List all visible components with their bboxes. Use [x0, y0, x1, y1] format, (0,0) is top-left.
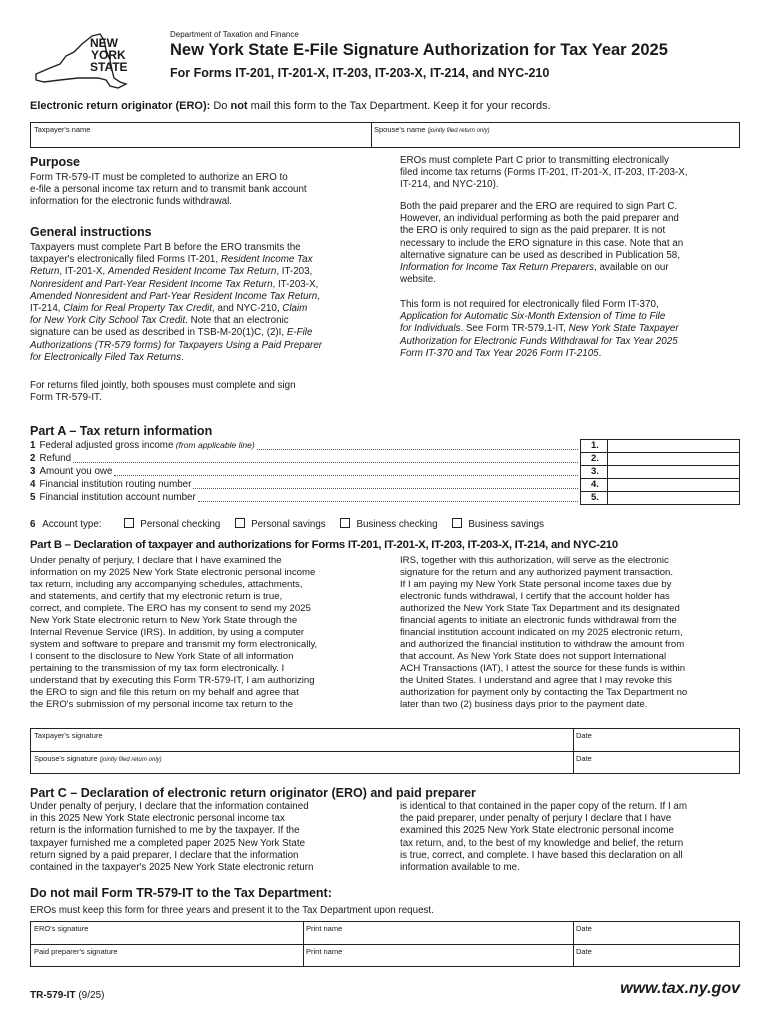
text-line: Both the paid preparer and the ERO are required to sign Part C. — [400, 201, 678, 212]
preparer-print-name-field[interactable] — [306, 947, 342, 956]
print-name-label: Print name — [306, 924, 343, 933]
joint-filing-text — [30, 380, 296, 404]
line-number: 1 — [30, 440, 36, 451]
text-line: Information for Income Tax Return Preparers, available on our — [400, 262, 669, 274]
part-a-input-1[interactable] — [580, 439, 740, 453]
ero-notice — [30, 100, 551, 112]
part-a-input-3[interactable] — [580, 465, 740, 479]
leader-dots — [73, 462, 578, 463]
text-line: understand that by executing this Form TR-579-IT, I am authorizing — [30, 675, 315, 686]
text-line: Nonresident and Part-Year Resident Income Tax Return, IT-203-X, — [30, 278, 319, 290]
form-id — [30, 990, 104, 1001]
text-line: for Individuals. See Form TR-579.1-IT, New York State Taxpayer — [400, 323, 679, 335]
text-line: return is the information furnished to me by the taxpayer. If the — [30, 825, 300, 837]
text-line: authorization for payment only by contacting the Tax Department no — [400, 687, 688, 698]
text-line: necessary to include the ERO signature in this case. Note that an — [400, 237, 684, 249]
text-line: and statements, and certify that my electronic return is true, — [30, 591, 283, 602]
spouse-date-field[interactable] — [576, 754, 592, 763]
part-a-input-2[interactable] — [580, 452, 740, 466]
taxpayer-signature-box — [30, 728, 740, 774]
part-a-line-1 — [30, 440, 255, 451]
logo-word-3: STATE — [90, 60, 128, 74]
text-line: taxpayer's electronically filed Forms IT-201, Resident Income Tax — [30, 254, 313, 266]
part-a-line-4 — [30, 479, 191, 490]
leader-dots — [193, 488, 578, 489]
date-label: Date — [576, 754, 592, 763]
form-number: TR-579-IT — [30, 990, 76, 1001]
text-line: Internal Revenue Service (IRS). In addition, by using a computer — [30, 627, 305, 638]
text-line: information on my 2025 New York State electronic personal income — [30, 567, 316, 578]
text-line: Form TR-579-IT must be completed to authorize an ERO to — [30, 172, 288, 183]
agency-name: Department of Taxation and Finance — [170, 30, 299, 39]
line-label: Financial institution routing number — [39, 479, 192, 490]
line-label: Financial institution account number — [39, 492, 196, 503]
line-number: 5 — [30, 492, 36, 503]
text-line: This form is not required for electronically filed Form IT-370, — [400, 299, 659, 310]
taxpayer-signature-label: Taxpayer's signature — [34, 731, 103, 740]
text-line: tax return, including any accompanying schedules, attachments, — [30, 579, 303, 590]
text-line: examined this 2025 New York State electronic personal income — [400, 825, 674, 837]
text-line: return signed by a paid preparer, I declare that the information — [30, 849, 299, 861]
text-line: Taxpayers must complete Part B before the ERO transmits the — [30, 242, 301, 253]
text-line: authorized the New York State Tax Department and its designated — [400, 603, 680, 614]
box-divider — [607, 479, 608, 491]
text-line: the ERO to sign and file this return on my behalf and agree that — [30, 687, 299, 698]
text-line: the paid preparer, under penalty of perjury I declare that I have — [400, 813, 672, 825]
date-label: Date — [576, 731, 592, 740]
text-line: alternative signature can be used as described in Publication 58, — [400, 249, 680, 261]
box-divider — [607, 466, 608, 478]
general-instructions-heading: General instructions — [30, 225, 152, 239]
checkbox[interactable] — [235, 518, 245, 528]
text-line: signature for the return and any authorized payment transaction. — [400, 567, 674, 578]
text-line: in this 2025 New York State electronic personal income tax — [30, 813, 285, 825]
text-line: taxpayer furnished me a completed paper 2025 New York State — [30, 837, 306, 849]
part-a-heading: Part A – Tax return information — [30, 424, 213, 438]
text-line: later than two (2) business days prior to the payment date. — [400, 699, 648, 710]
preparer-signature-box — [30, 921, 740, 967]
text-line: information for the electronic funds withdrawal. — [30, 196, 233, 208]
part-c-left-text — [30, 801, 313, 874]
ero-signature-label: ERO's signature — [34, 924, 89, 933]
spouse-signature-label: Spouse's signature — [34, 754, 98, 763]
text-line: website. — [400, 274, 436, 286]
box-divider — [607, 440, 608, 452]
text-line: e-file a personal income tax return and to transmit bank account — [30, 184, 307, 196]
nys-logo — [30, 30, 162, 92]
line-label: Refund — [39, 453, 72, 464]
preparer-signature-field[interactable] — [34, 947, 118, 956]
text-line: financial agents to initiate an electronic funds withdrawal from the — [400, 615, 677, 626]
part-a-line-3 — [30, 466, 112, 477]
box-number: 2. — [591, 453, 599, 464]
preparer-signature-label: Paid preparer's signature — [34, 947, 118, 956]
part-b-heading: Part B – Declaration of taxpayer and authorizations for Forms IT-201, IT-201-X, IT-203, IT-203-X, IT-214, and NYC-210 — [30, 539, 618, 551]
option-label: Business savings — [468, 519, 545, 530]
account-option-business-savings[interactable] — [452, 519, 544, 530]
box-number: 5. — [591, 492, 599, 503]
text-line: pertaining to the transmission of my tax form electronically. I — [30, 663, 285, 674]
box-number: 4. — [591, 479, 599, 490]
spouse-signature-field[interactable] — [34, 754, 162, 763]
text-line: IRS, together with this authorization, will serve as the electronic — [400, 555, 669, 566]
part-a-input-4[interactable] — [580, 478, 740, 492]
text-line: However, an individual performing as both the paid preparer and — [400, 213, 679, 225]
text-line: Return, IT-201-X, Amended Resident Income Tax Return, IT-203, — [30, 266, 313, 278]
text-line: Authorizations (TR-579 forms) for Taxpayers Using a Paid Preparer — [30, 339, 323, 351]
text-line: New York State electronic return to New York State through the — [30, 615, 298, 626]
taxpayer-date-field[interactable] — [576, 731, 592, 740]
do-not-mail-heading: Do not mail Form TR-579-IT to the Tax Department: — [30, 886, 332, 900]
logo-word-1: NEW — [90, 36, 118, 50]
text-line: signature can be used as described in TSB-M-20(1)C, (2)I, E-File — [30, 327, 313, 339]
part-a-line-5 — [30, 492, 196, 503]
box-number: 1. — [591, 440, 599, 451]
text-line: Form IT-370 and Tax Year 2026 Form IT-2105. — [400, 347, 602, 359]
text-line: Authorization for Electronic Funds Withdrawal for Tax Year 2025 — [400, 335, 678, 347]
text-line: ACH Transactions (IAT), I attest the source for these funds is within — [400, 663, 686, 674]
line-label: Federal adjusted gross income — [39, 440, 174, 451]
line-number: 3 — [30, 466, 36, 477]
purpose-text — [30, 172, 307, 209]
general-instructions-text — [30, 242, 322, 364]
part-b-left-text — [30, 555, 317, 711]
taxpayer-name-label: Taxpayer's name — [34, 125, 91, 134]
part-a-line-2 — [30, 453, 71, 464]
text-line: Form TR-579-IT. — [30, 392, 102, 404]
do-not-mail-text: EROs must keep this form for three years and present it to the Tax Department upon request. — [30, 905, 434, 916]
text-line: is true, correct, and complete. I have based this declaration on all — [400, 849, 683, 861]
account-type-row — [30, 518, 544, 530]
leader-dots — [257, 449, 578, 450]
spouse-name-field[interactable] — [374, 125, 490, 134]
option-label: Business checking — [356, 519, 438, 530]
ero-part-c-text — [400, 155, 687, 192]
spouse-signature-note: (jointly filed return only) — [99, 757, 162, 763]
line-number: 4 — [30, 479, 36, 490]
ero-notice-label: Electronic return originator (ERO): — [30, 100, 211, 112]
text-line: IT-214, Claim for Real Property Tax Credit, and NYC-210, Claim — [30, 303, 308, 315]
part-a-input-5[interactable] — [580, 491, 740, 505]
part-c-heading: Part C – Declaration of electronic return originator (ERO) and paid preparer — [30, 786, 476, 800]
text-line: and authorized the financial institution to withdraw the amount from — [400, 639, 685, 650]
account-type-label: Account type: — [42, 519, 102, 530]
text-line: contained in the taxpayer's 2025 New York State electronic return — [30, 862, 314, 874]
box-number: 3. — [591, 466, 599, 477]
option-label: Personal checking — [140, 519, 221, 530]
text-line: the ERO is only required to sign as the paid preparer. It is not — [400, 225, 666, 237]
leader-dots — [114, 475, 578, 476]
spouse-name-label: Spouse's name — [374, 125, 426, 134]
part-c-right-text — [400, 801, 687, 874]
box-divider — [607, 492, 608, 504]
form-subtitle: For Forms IT-201, IT-201-X, IT-203, IT-203-X, IT-214, and NYC-210 — [170, 66, 550, 80]
spouse-name-note: (jointly filed return only) — [427, 128, 490, 134]
it370-text — [400, 299, 679, 360]
text-line: I consent to the disclosure to New York State of all information — [30, 651, 294, 662]
text-line: financial institution account indicated on my 2025 electronic return, — [400, 627, 683, 638]
checkbox[interactable] — [124, 518, 134, 528]
text-line: Under penalty of perjury, I declare that I have examined the — [30, 555, 282, 566]
text-line: for Electronically Filed Tax Returns. — [30, 351, 184, 363]
part-b-right-text — [400, 555, 687, 711]
line-note: (from applicable line) — [173, 440, 255, 450]
text-line: Under penalty of perjury, I declare that the information contained — [30, 801, 309, 812]
ero-date-field[interactable] — [576, 924, 592, 933]
text-line: the United States. I understand and agree that I may revoke this — [400, 675, 672, 686]
checkbox[interactable] — [452, 518, 462, 528]
checkbox[interactable] — [340, 518, 350, 528]
account-option-personal-checking[interactable] — [124, 519, 220, 530]
date-label: Date — [576, 947, 592, 956]
date-label: Date — [576, 924, 592, 933]
ero-notice-text-1: Do — [210, 100, 231, 112]
line-label: Amount you owe — [39, 466, 113, 477]
text-line: electronic funds withdrawal, I certify that the account holder has — [400, 591, 670, 602]
text-line: system and software to prepare and transmit my form electronically, — [30, 639, 318, 650]
line-number: 6 — [30, 519, 36, 530]
ero-notice-text-2: mail this form to the Tax Department. Keep it for your records. — [247, 100, 551, 112]
text-line: EROs must complete Part C prior to transmitting electronically — [400, 155, 669, 166]
option-label: Personal savings — [251, 519, 326, 530]
purpose-heading: Purpose — [30, 155, 81, 169]
taxpayer-signature-field[interactable] — [34, 731, 103, 740]
text-line: Amended Nonresident and Part-Year Resident Income Tax Return, — [30, 290, 320, 302]
ero-signature-field[interactable] — [34, 924, 88, 933]
text-line: for New York City School Tax Credit. Note that an electronic — [30, 315, 289, 327]
account-option-personal-savings[interactable] — [235, 519, 326, 530]
text-line: is identical to that contained in the paper copy of the return. If I am — [400, 801, 687, 812]
text-line: IT-214, and NYC-210). — [400, 179, 499, 191]
text-line: filed income tax returns (Forms IT-201, IT-201-X, IT-203, IT-203-X, — [400, 167, 688, 179]
text-line: Application for Automatic Six-Month Extension of Time to File — [400, 311, 666, 323]
line-number: 2 — [30, 453, 36, 464]
taxpayer-name-field[interactable] — [34, 125, 90, 134]
text-line: that account. As New York State does not support International — [400, 651, 667, 662]
form-title: New York State E-File Signature Authorization for Tax Year 2025 — [170, 41, 668, 59]
preparer-date-field[interactable] — [576, 947, 592, 956]
website-link[interactable]: www.tax.ny.gov — [620, 980, 740, 997]
text-line: tax return, and, to the best of my knowledge and belief, the return — [400, 837, 684, 849]
box-divider — [607, 453, 608, 465]
names-box — [30, 122, 740, 148]
text-line: the ERO's submission of my personal income tax return to the — [30, 699, 294, 710]
ero-print-name-field[interactable] — [306, 924, 342, 933]
print-name-label: Print name — [306, 947, 343, 956]
text-line: If I am paying my New York State personal income taxes due by — [400, 579, 672, 590]
text-line: For returns filed jointly, both spouses must complete and sign — [30, 380, 296, 391]
text-line: correct, and complete. The ERO has my consent to send my 2025 — [30, 603, 311, 614]
logo-word-2: YORK — [91, 48, 126, 62]
text-line: information available to me. — [400, 862, 520, 874]
form-version: (9/25) — [75, 990, 105, 1001]
ero-notice-not: not — [230, 100, 248, 112]
preparer-sign-text — [400, 201, 683, 286]
leader-dots — [198, 501, 578, 502]
account-option-business-checking[interactable] — [340, 519, 437, 530]
